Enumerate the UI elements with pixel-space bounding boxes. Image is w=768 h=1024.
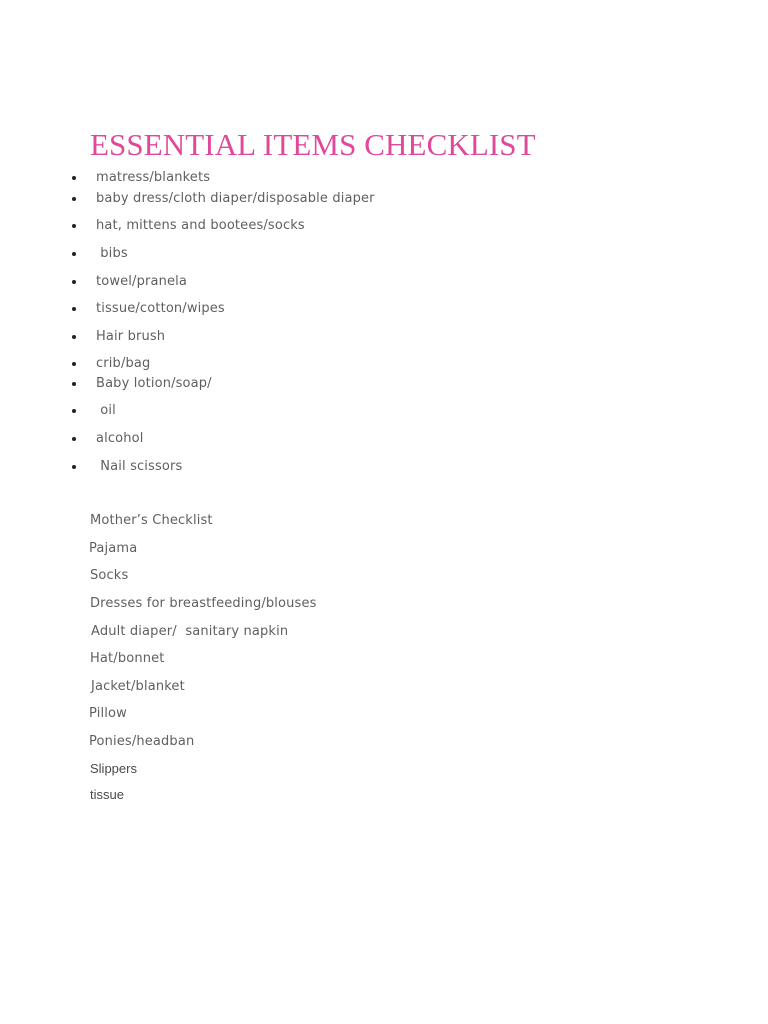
list-item-label: alcohol <box>96 431 144 446</box>
bullet-icon <box>72 335 76 339</box>
list-item <box>0 189 600 209</box>
bullet-icon <box>72 437 76 441</box>
list-item-label: crib/bag <box>96 356 151 371</box>
list-item <box>0 168 600 188</box>
bullet-icon <box>72 307 76 311</box>
list-item-label: Hair brush <box>96 329 166 344</box>
list-item <box>0 354 600 374</box>
mother-list-item: Jacket/blanket <box>91 679 185 694</box>
mother-list-item: Slippers <box>90 761 137 776</box>
bullet-icon <box>72 252 76 256</box>
mother-checklist-heading: Mother’s Checklist <box>90 513 213 528</box>
mother-list-item: Hat/bonnet <box>90 651 165 666</box>
list-item <box>0 401 600 421</box>
list-item <box>0 327 600 347</box>
bullet-icon <box>72 280 76 284</box>
list-item <box>0 299 600 319</box>
mother-list-item: tissue <box>90 787 124 802</box>
list-item <box>0 272 600 292</box>
list-item-label: Nail scissors <box>96 459 183 474</box>
list-item <box>0 216 600 236</box>
list-item-label: matress/blankets <box>96 170 211 185</box>
list-item-label: tissue/cotton/wipes <box>96 301 225 316</box>
bullet-icon <box>72 362 76 366</box>
bullet-icon <box>72 224 76 228</box>
mother-list-item: Ponies/headban <box>89 734 195 749</box>
mother-list-item: Pillow <box>89 706 127 721</box>
list-item-label: bibs <box>96 246 128 261</box>
list-item-label: oil <box>96 403 116 418</box>
list-item <box>0 374 600 394</box>
mother-list-item: Socks <box>90 568 129 583</box>
bullet-icon <box>72 409 76 413</box>
bullet-icon <box>72 197 76 201</box>
list-item <box>0 429 600 449</box>
bullet-icon <box>72 382 76 386</box>
list-item <box>0 244 600 264</box>
list-item-label: hat, mittens and bootees/socks <box>96 218 305 233</box>
list-item-label: baby dress/cloth diaper/disposable diaper <box>96 191 375 206</box>
mother-list-item: Dresses for breastfeeding/blouses <box>90 596 317 611</box>
bullet-icon <box>72 465 76 469</box>
list-item <box>0 457 600 477</box>
mother-list-item: Pajama <box>89 541 138 556</box>
bullet-icon <box>72 176 76 180</box>
mother-list-item: Adult diaper/ sanitary napkin <box>91 624 289 639</box>
list-item-label: towel/pranela <box>96 274 188 289</box>
list-item-label: Baby lotion/soap/ <box>96 376 212 391</box>
page-title: ESSENTIAL ITEMS CHECKLIST <box>90 127 536 162</box>
